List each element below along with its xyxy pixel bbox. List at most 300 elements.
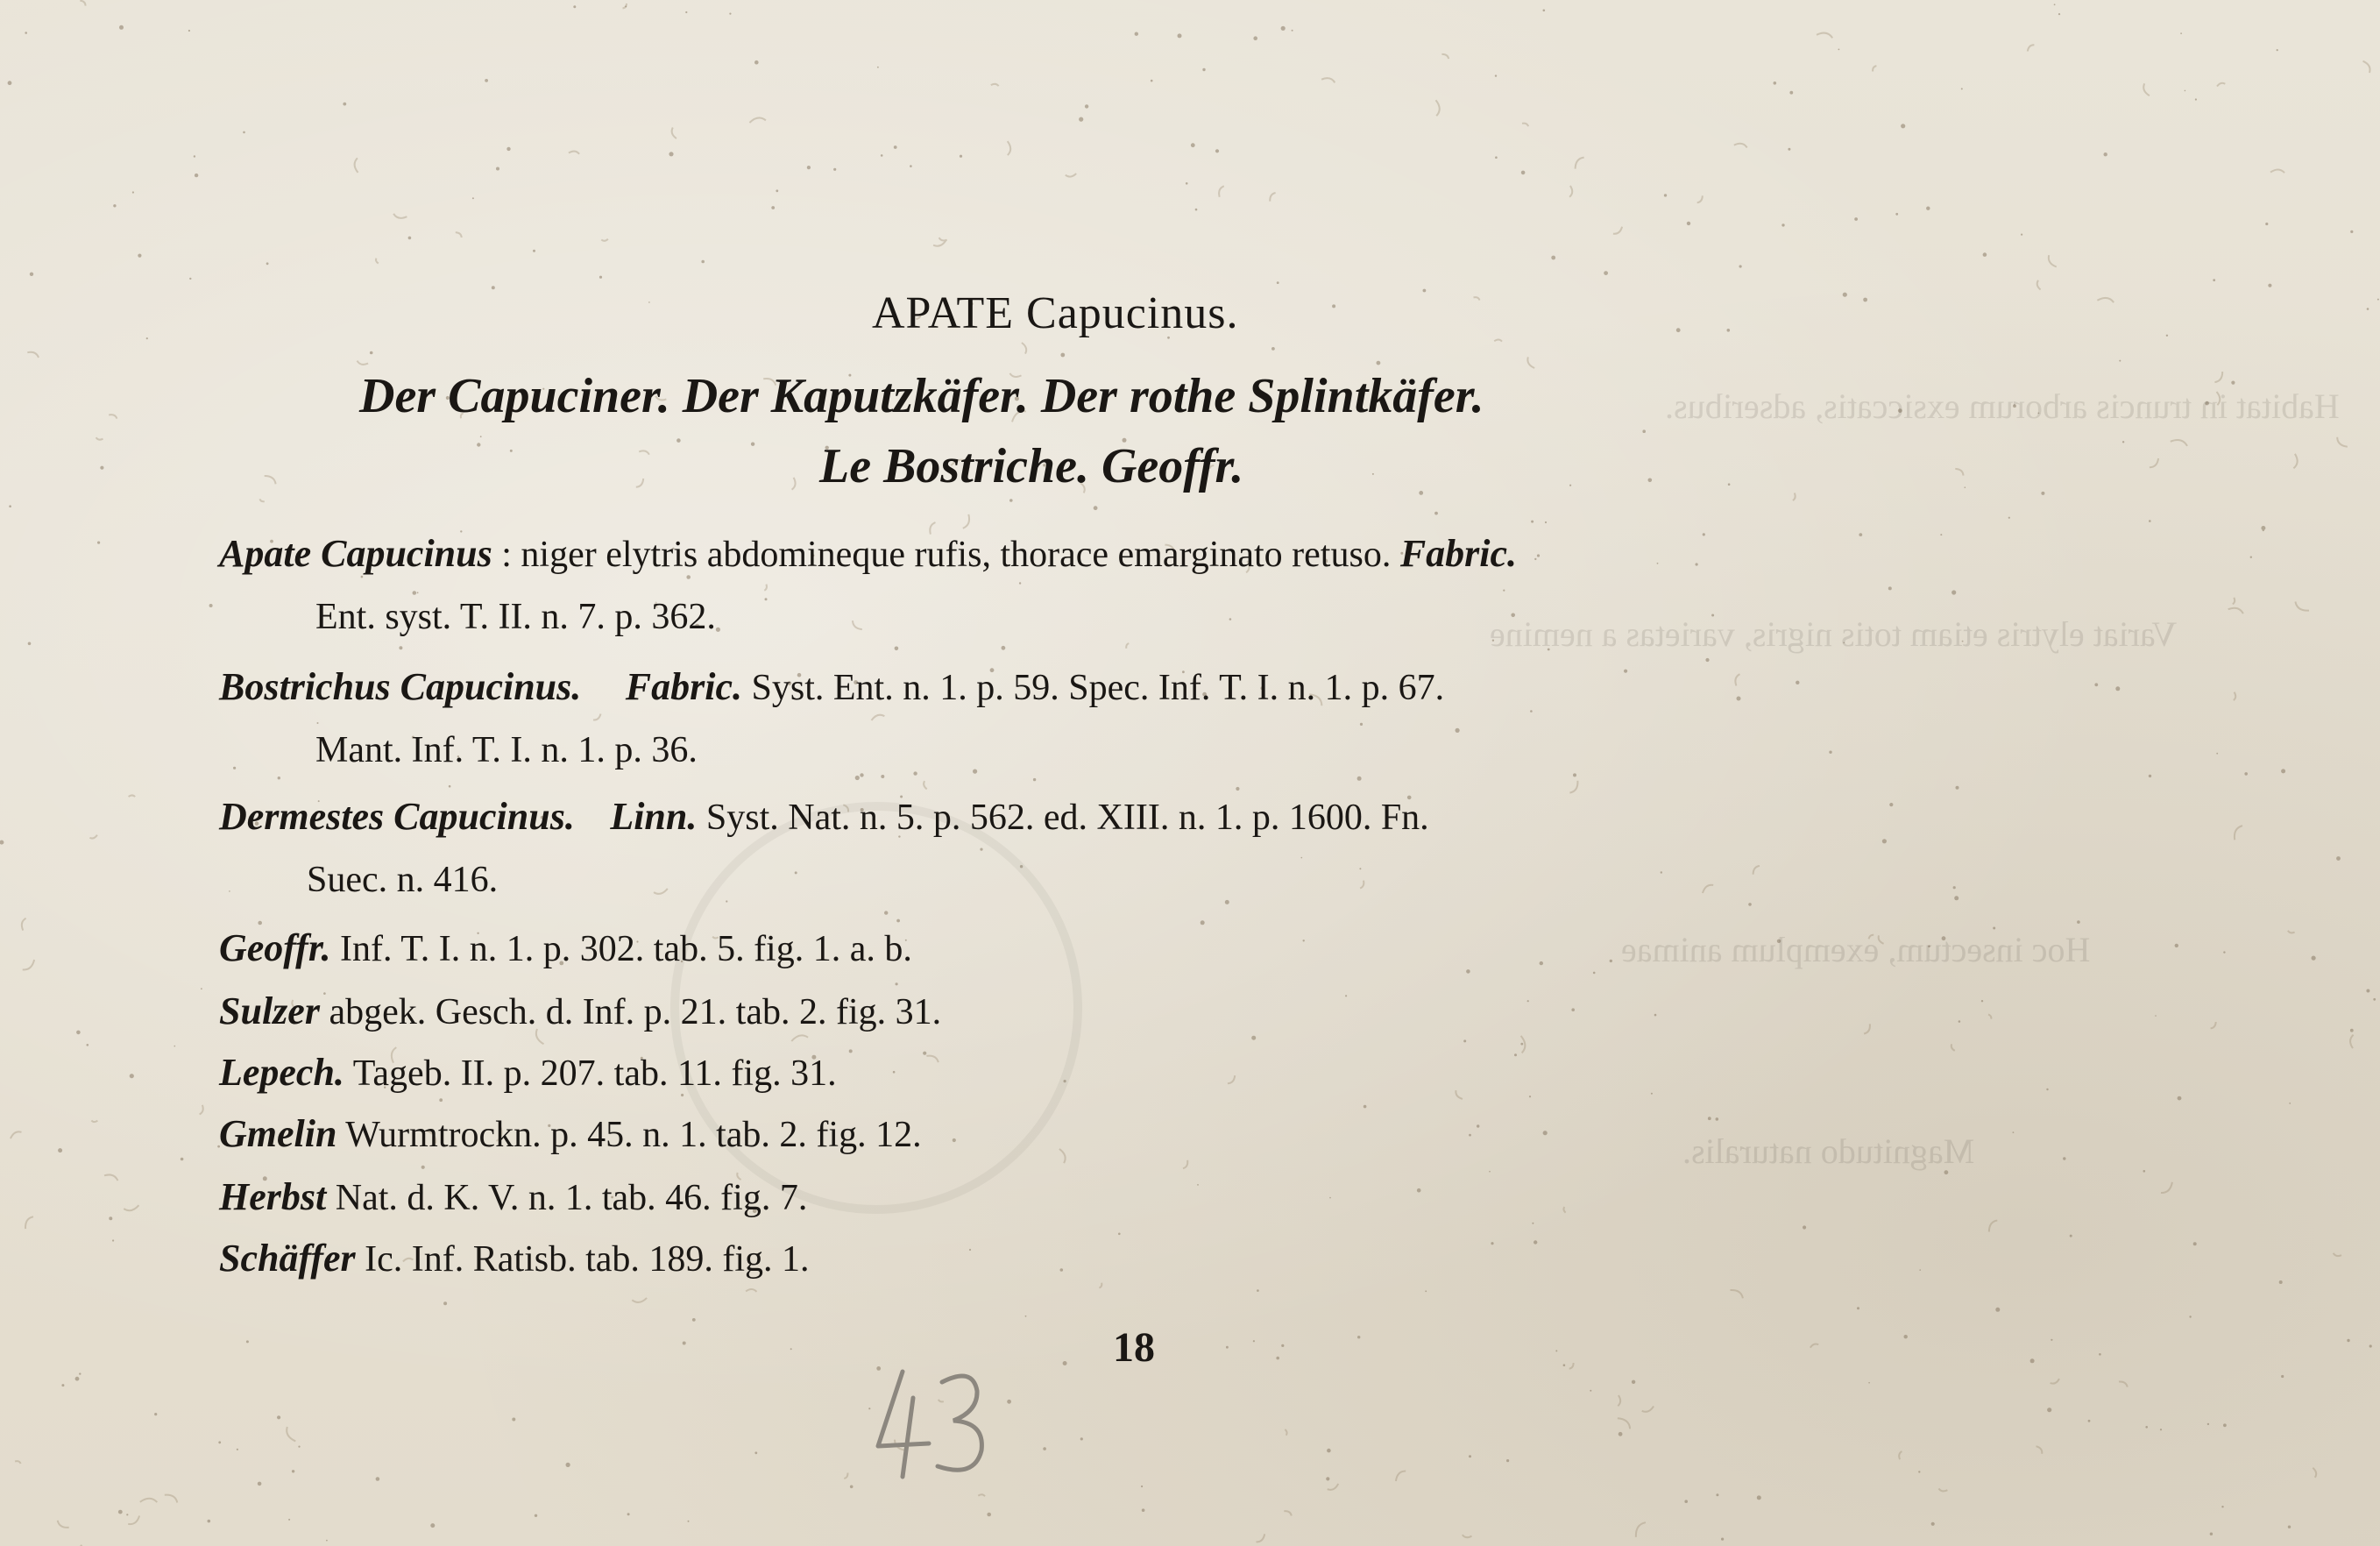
paper-speck: [292, 1470, 294, 1472]
paper-speck: [1434, 512, 1438, 515]
paper-speck: [2210, 1533, 2213, 1535]
paper-speck: [1495, 156, 1498, 159]
paper-speck: [910, 165, 912, 167]
paper-speck: [1419, 491, 1423, 495]
paper-speck: [2155, 1015, 2157, 1017]
author-name: Gmelin: [219, 1112, 337, 1155]
paper-speck: [2008, 517, 2010, 519]
paper-fiber: [1939, 1488, 1948, 1491]
paper-speck: [1477, 1124, 1479, 1127]
author-name: Geoffr.: [219, 926, 331, 969]
paper-speck: [1531, 521, 1534, 523]
paper-speck: [188, 30, 190, 32]
paper-speck: [30, 273, 33, 276]
paper-speck: [1225, 900, 1229, 904]
paper-speck: [676, 438, 681, 443]
paper-speck: [8, 81, 12, 85]
paper-speck: [1151, 80, 1153, 82]
paper-speck: [1727, 329, 1731, 332]
paper-speck: [1687, 222, 1690, 225]
paper-fiber: [1899, 1451, 1902, 1459]
paper-speck: [1803, 1225, 1806, 1229]
paper-speck: [1951, 590, 1956, 594]
paper-speck: [343, 103, 346, 106]
paper-speck: [1895, 213, 1898, 216]
paper-speck: [1466, 969, 1470, 974]
paper-speck: [850, 1486, 854, 1489]
paper-speck: [1716, 1117, 1719, 1121]
author-name: Sulzer: [219, 989, 320, 1032]
citation-text: Ic. Inf. Ratisb. tab. 189. fig. 1.: [365, 1239, 810, 1280]
paper-fiber: [1441, 54, 1449, 59]
paper-speck: [2070, 1235, 2072, 1238]
paper-fiber: [632, 1298, 647, 1302]
paper-speck: [1619, 1432, 1623, 1436]
paper-speck: [2279, 1280, 2283, 1284]
paper-fiber: [978, 1494, 985, 1496]
paper-speck: [9, 505, 11, 507]
paper-fiber: [1989, 1221, 1997, 1232]
citation-text: Nat. d. K. V. n. 1. tab. 46. fig. 7.: [335, 1178, 808, 1218]
synonym-entry: [219, 989, 941, 1033]
paper-fiber: [58, 1521, 69, 1528]
paper-speck: [1530, 710, 1533, 713]
paper-speck: [1372, 473, 1374, 475]
paper-speck: [535, 1514, 537, 1517]
paper-speck: [258, 1482, 262, 1486]
paper-speck: [1364, 1105, 1367, 1109]
author-name: Schäffer: [219, 1237, 356, 1280]
paper-speck: [2088, 1420, 2091, 1422]
paper-speck: [1520, 1043, 1523, 1046]
paper-speck: [243, 131, 245, 134]
paper-fiber: [623, 4, 627, 8]
paper-speck: [776, 189, 778, 192]
paper-fiber: [1008, 141, 1010, 155]
paper-speck: [1201, 920, 1205, 925]
paper-speck: [2013, 1131, 2015, 1133]
paper-speck: [1651, 1093, 1653, 1095]
paper-speck: [2268, 284, 2271, 287]
paper-speck: [2058, 13, 2060, 15]
paper-fiber: [2217, 83, 2225, 87]
paper-speck: [726, 900, 727, 902]
paper-fiber: [2334, 1253, 2341, 1256]
paper-speck: [1271, 347, 1275, 351]
paper-fiber: [1456, 1090, 1463, 1099]
paper-fiber: [200, 1105, 203, 1115]
paper-fiber: [2049, 255, 2057, 266]
paper-speck: [1757, 1495, 1761, 1500]
paper-fiber: [265, 476, 276, 484]
paper-fiber: [2161, 1182, 2172, 1193]
paper-fiber: [639, 450, 649, 454]
paper-fiber: [1642, 1407, 1654, 1412]
paper-speck: [1573, 773, 1576, 777]
paper-speck: [754, 60, 759, 65]
paper-fiber: [2295, 602, 2309, 611]
paper-speck: [2207, 1423, 2209, 1425]
paper-fiber: [1731, 1290, 1743, 1298]
paper-fiber: [1099, 1283, 1101, 1288]
paper-speck: [2373, 998, 2376, 1001]
paper-speck: [1060, 353, 1065, 358]
paper-speck: [627, 1513, 630, 1515]
paper-fiber: [1569, 781, 1577, 793]
paper-speck: [1859, 533, 1862, 536]
paper-speck: [1329, 1197, 1331, 1199]
paper-speck: [506, 147, 510, 151]
paper-fiber: [1321, 78, 1335, 82]
paper-speck: [439, 1098, 443, 1102]
paper-fiber: [1576, 158, 1584, 169]
paper-speck: [413, 591, 417, 595]
paper-fiber: [165, 1495, 178, 1503]
paper-speck: [896, 982, 898, 985]
paper-speck: [2175, 944, 2178, 947]
paper-speck: [1716, 1493, 1718, 1496]
citation-text: abgek. Gesch. d. Inf. p. 21. tab. 2. fig. 31.: [329, 992, 942, 1032]
paper-speck: [1676, 328, 1681, 332]
taxon-name: Apate Capucinus: [219, 532, 492, 575]
paper-speck: [2185, 90, 2186, 92]
paper-speck: [2193, 1242, 2197, 1245]
paper-speck: [1569, 485, 1571, 486]
paper-speck: [2366, 989, 2369, 993]
citation-text: : niger elytris abdomineque rufis, thorace emarginato retuso.: [501, 535, 1392, 575]
paper-speck: [79, 1372, 81, 1374]
paper-speck: [2094, 683, 2098, 686]
paper-speck: [599, 276, 602, 279]
synonym-entry: [219, 794, 1429, 839]
paper-fiber: [2150, 458, 2158, 467]
paper-speck: [1703, 533, 1705, 535]
paper-speck: [361, 576, 364, 578]
paper-speck: [1954, 896, 1959, 900]
paper-fiber: [2270, 169, 2284, 173]
paper-fiber: [129, 795, 136, 797]
paper-speck: [1359, 868, 1361, 869]
paper-speck: [1953, 886, 1956, 889]
paper-speck: [1215, 149, 1219, 152]
paper-speck: [1514, 1053, 1517, 1056]
paper-fiber: [1569, 186, 1572, 197]
paper-speck: [408, 237, 412, 240]
paper-speck: [485, 79, 488, 82]
paper-fiber: [2337, 437, 2348, 447]
paper-speck: [298, 1446, 300, 1448]
paper-speck: [729, 13, 731, 15]
paper-speck: [2261, 526, 2265, 530]
paper-speck: [1529, 1096, 1531, 1097]
paper-fiber: [109, 415, 117, 418]
synonym-entry: [219, 925, 912, 970]
paper-speck: [154, 1413, 157, 1415]
paper-fiber: [456, 232, 462, 238]
paper-speck: [113, 204, 116, 207]
paper-speck: [1534, 1240, 1537, 1244]
paper-speck: [1469, 1134, 1471, 1137]
paper-speck: [1423, 289, 1427, 293]
paper-speck: [1838, 49, 1840, 51]
paper-speck: [1503, 590, 1505, 592]
paper-fiber: [2097, 298, 2114, 302]
paper-speck: [953, 1138, 956, 1142]
paper-speck: [2143, 1170, 2146, 1173]
paper-speck: [218, 1441, 221, 1443]
paper-fiber: [746, 1289, 756, 1292]
common-names-french: Le Bostriche. Geoffr.: [819, 439, 1244, 493]
paper-speck: [790, 1348, 792, 1350]
citation-text: Tageb. II. p. 207. tab. 11. fig. 31.: [352, 1053, 837, 1094]
paper-fiber: [1059, 1149, 1066, 1163]
paper-speck: [1527, 1000, 1529, 1002]
paper-fiber: [1436, 100, 1440, 116]
paper-speck: [138, 254, 141, 258]
paper-fiber: [1228, 1075, 1235, 1083]
paper-speck: [317, 722, 319, 724]
paper-speck: [1555, 1350, 1557, 1351]
paper-speck: [75, 1377, 80, 1381]
paper-speck: [146, 337, 148, 339]
paper-speck: [2336, 856, 2341, 861]
paper-speck: [751, 443, 754, 446]
paper-speck: [1654, 1014, 1657, 1017]
paper-speck: [980, 848, 982, 851]
paper-speck: [1456, 728, 1460, 733]
paper-fiber: [1569, 1363, 1574, 1369]
paper-speck: [795, 871, 797, 874]
paper-fiber: [15, 1461, 21, 1464]
paper-speck: [1563, 1364, 1566, 1366]
paper-speck: [1425, 1290, 1427, 1292]
paper-speck: [2223, 1423, 2227, 1427]
paper-speck: [233, 767, 236, 769]
paper-speck: [1919, 1269, 1921, 1271]
paper-fiber: [1463, 1535, 1472, 1537]
paper-speck: [807, 166, 811, 169]
paper-speck: [2122, 441, 2124, 443]
paper-speck: [648, 301, 650, 303]
paper-speck: [692, 1318, 696, 1322]
paper-speck: [194, 155, 195, 157]
paper-speck: [1195, 209, 1198, 211]
paper-fiber: [569, 152, 579, 154]
paper-speck: [1060, 1268, 1064, 1272]
paper-speck: [2099, 1353, 2101, 1356]
paper-speck: [1931, 1522, 1935, 1526]
paper-fiber: [2288, 931, 2295, 933]
paper-speck: [1708, 1117, 1711, 1120]
paper-speck: [1774, 82, 1777, 85]
paper-speck: [1417, 1188, 1421, 1193]
paper-speck: [1332, 304, 1335, 308]
author-name: Lepech.: [219, 1051, 344, 1094]
paper-fiber: [963, 514, 969, 528]
page-title: APATE Capucinus.: [872, 288, 1239, 338]
paper-speck: [2046, 1089, 2048, 1090]
citation-continuation: Mant. Inf. T. I. n. 1. p. 36.: [315, 730, 698, 770]
paper-speck: [76, 1031, 81, 1035]
paper-speck: [1327, 1449, 1331, 1453]
taxon-name: Bostrichus Capucinus.: [219, 665, 582, 708]
paper-speck: [1229, 618, 1232, 621]
paper-speck: [881, 154, 883, 157]
paper-speck: [1301, 857, 1303, 859]
paper-speck: [1009, 499, 1013, 502]
paper-speck: [58, 1148, 62, 1152]
paper-speck: [1377, 361, 1381, 365]
paper-speck: [1590, 1390, 1591, 1392]
common-names-german: Der Capuciner. Der Kaputzkäfer. Der rothe Splintkäfer.: [359, 369, 1484, 423]
paper-fiber: [2211, 1022, 2216, 1028]
paper-speck: [1063, 1361, 1067, 1365]
paper-speck: [2377, 299, 2379, 301]
paper-speck: [771, 206, 775, 209]
paper-speck: [1253, 36, 1257, 40]
paper-speck: [1191, 143, 1195, 147]
paper-speck: [2223, 951, 2225, 953]
paper-fiber: [1126, 643, 1129, 649]
paper-speck: [1664, 194, 1667, 196]
paper-speck: [1002, 646, 1006, 650]
paper-speck: [1142, 1508, 1145, 1512]
paper-fiber: [1793, 493, 1796, 501]
citation-continuation: Ent. syst. T. II. n. 7. p. 362.: [315, 597, 716, 637]
paper-fiber: [2235, 826, 2242, 840]
paper-speck: [1043, 1447, 1046, 1450]
paper-fiber: [1328, 1484, 1339, 1490]
paper-speck: [2021, 234, 2022, 236]
paper-speck: [1959, 1020, 1961, 1023]
paper-speck: [849, 1049, 853, 1053]
paper-speck: [2077, 920, 2080, 924]
paper-fiber: [1563, 1207, 1565, 1213]
paper-speck: [1202, 68, 1205, 71]
paper-speck: [2277, 49, 2278, 51]
paper-fiber: [1951, 1044, 1955, 1051]
citation-text: Wurmtrockn. p. 45. n. 1. tab. 2. fig. 12.: [345, 1115, 922, 1155]
handwritten-pencil-number: [868, 1363, 1008, 1494]
paper-fiber: [89, 835, 97, 839]
paper-speck: [969, 1249, 971, 1251]
paper-speck: [2051, 1339, 2052, 1341]
paper-speck: [195, 174, 198, 177]
paper-speck: [25, 32, 27, 34]
paper-fiber: [1022, 343, 1026, 354]
paper-speck: [258, 921, 262, 925]
paper-speck: [1956, 786, 1959, 790]
paper-speck: [2149, 520, 2151, 522]
paper-speck: [2166, 335, 2168, 337]
paper-speck: [1197, 1184, 1199, 1186]
paper-speck: [1661, 871, 1662, 873]
paper-fiber: [2143, 83, 2150, 96]
paper-speck: [1889, 803, 1893, 806]
paper-speck: [1276, 1357, 1279, 1360]
paper-fiber: [593, 714, 601, 720]
paper-speck: [2369, 1344, 2372, 1347]
paper-speck: [2213, 279, 2215, 281]
paper-speck: [860, 773, 863, 777]
paper-speck: [2149, 775, 2151, 777]
paper-speck: [2289, 1103, 2291, 1104]
paper-fiber: [2171, 440, 2187, 446]
paper-speck: [2250, 557, 2252, 558]
paper-speck: [277, 1415, 280, 1419]
paper-fiber: [1810, 1344, 1818, 1347]
paper-speck: [130, 1074, 134, 1078]
paper-speck: [1345, 995, 1347, 996]
paper-speck: [1737, 697, 1741, 701]
paper-fiber: [991, 84, 999, 86]
paper-fiber: [1734, 144, 1747, 148]
paper-speck: [1463, 1039, 1466, 1042]
paper-speck: [109, 1216, 112, 1220]
paper-speck: [1281, 26, 1286, 31]
paper-fiber: [1618, 1395, 1620, 1406]
paper-fiber: [124, 1205, 138, 1210]
paper-speck: [2244, 772, 2248, 776]
paper-speck: [480, 436, 482, 437]
paper-fiber: [1613, 227, 1622, 234]
paper-speck: [1489, 1171, 1491, 1173]
paper-speck: [1253, 1340, 1255, 1342]
paper-speck: [1901, 124, 1905, 128]
paper-speck: [1593, 972, 1596, 975]
paper-speck: [2350, 1029, 2354, 1032]
paper-speck: [1788, 148, 1790, 151]
paper-speck: [1357, 1336, 1360, 1338]
paper-speck: [1135, 32, 1138, 36]
paper-fiber: [1735, 674, 1739, 685]
paper-speck: [688, 1521, 690, 1522]
paper-speck: [1642, 429, 1646, 433]
paper-speck: [1469, 1455, 1471, 1457]
paper-speck: [573, 5, 576, 8]
paper-speck: [2160, 1429, 2162, 1430]
paper-fiber: [924, 781, 927, 789]
paper-fiber: [1257, 1534, 1265, 1542]
paper-fiber: [355, 158, 358, 173]
paper-speck: [1868, 1382, 1870, 1384]
citation-text: Syst. Nat. n. 5. p. 562. ed. XIII. n. 1. p. 1600. Fn.: [705, 798, 1429, 838]
paper-speck: [1236, 787, 1239, 791]
paper-speck: [2180, 32, 2182, 34]
paper-speck: [100, 466, 103, 470]
paper-speck: [1721, 1538, 1724, 1541]
paper-fiber: [2363, 61, 2370, 73]
paper-speck: [1863, 298, 1867, 302]
paper-speck: [1781, 223, 1784, 226]
paper-fiber: [2037, 280, 2041, 290]
paper-speck: [1079, 117, 1083, 122]
paper-speck: [399, 646, 402, 649]
paper-speck: [510, 450, 513, 452]
paper-speck: [2178, 1096, 2182, 1101]
paper-fiber: [792, 478, 796, 490]
paper-speck: [1281, 1344, 1284, 1347]
paper-speck: [877, 67, 879, 68]
synonym-entry: [219, 1111, 922, 1156]
paper-speck: [1983, 252, 1987, 257]
paper-speck: [1257, 1289, 1259, 1292]
paper-fiber: [1817, 33, 1832, 39]
paper-speck: [87, 1044, 89, 1046]
show-through-text: Variat elytris etiam totis nigris, varietas a nemine: [1490, 614, 2178, 654]
paper-speck: [496, 167, 499, 171]
paper-speck: [430, 1523, 435, 1528]
